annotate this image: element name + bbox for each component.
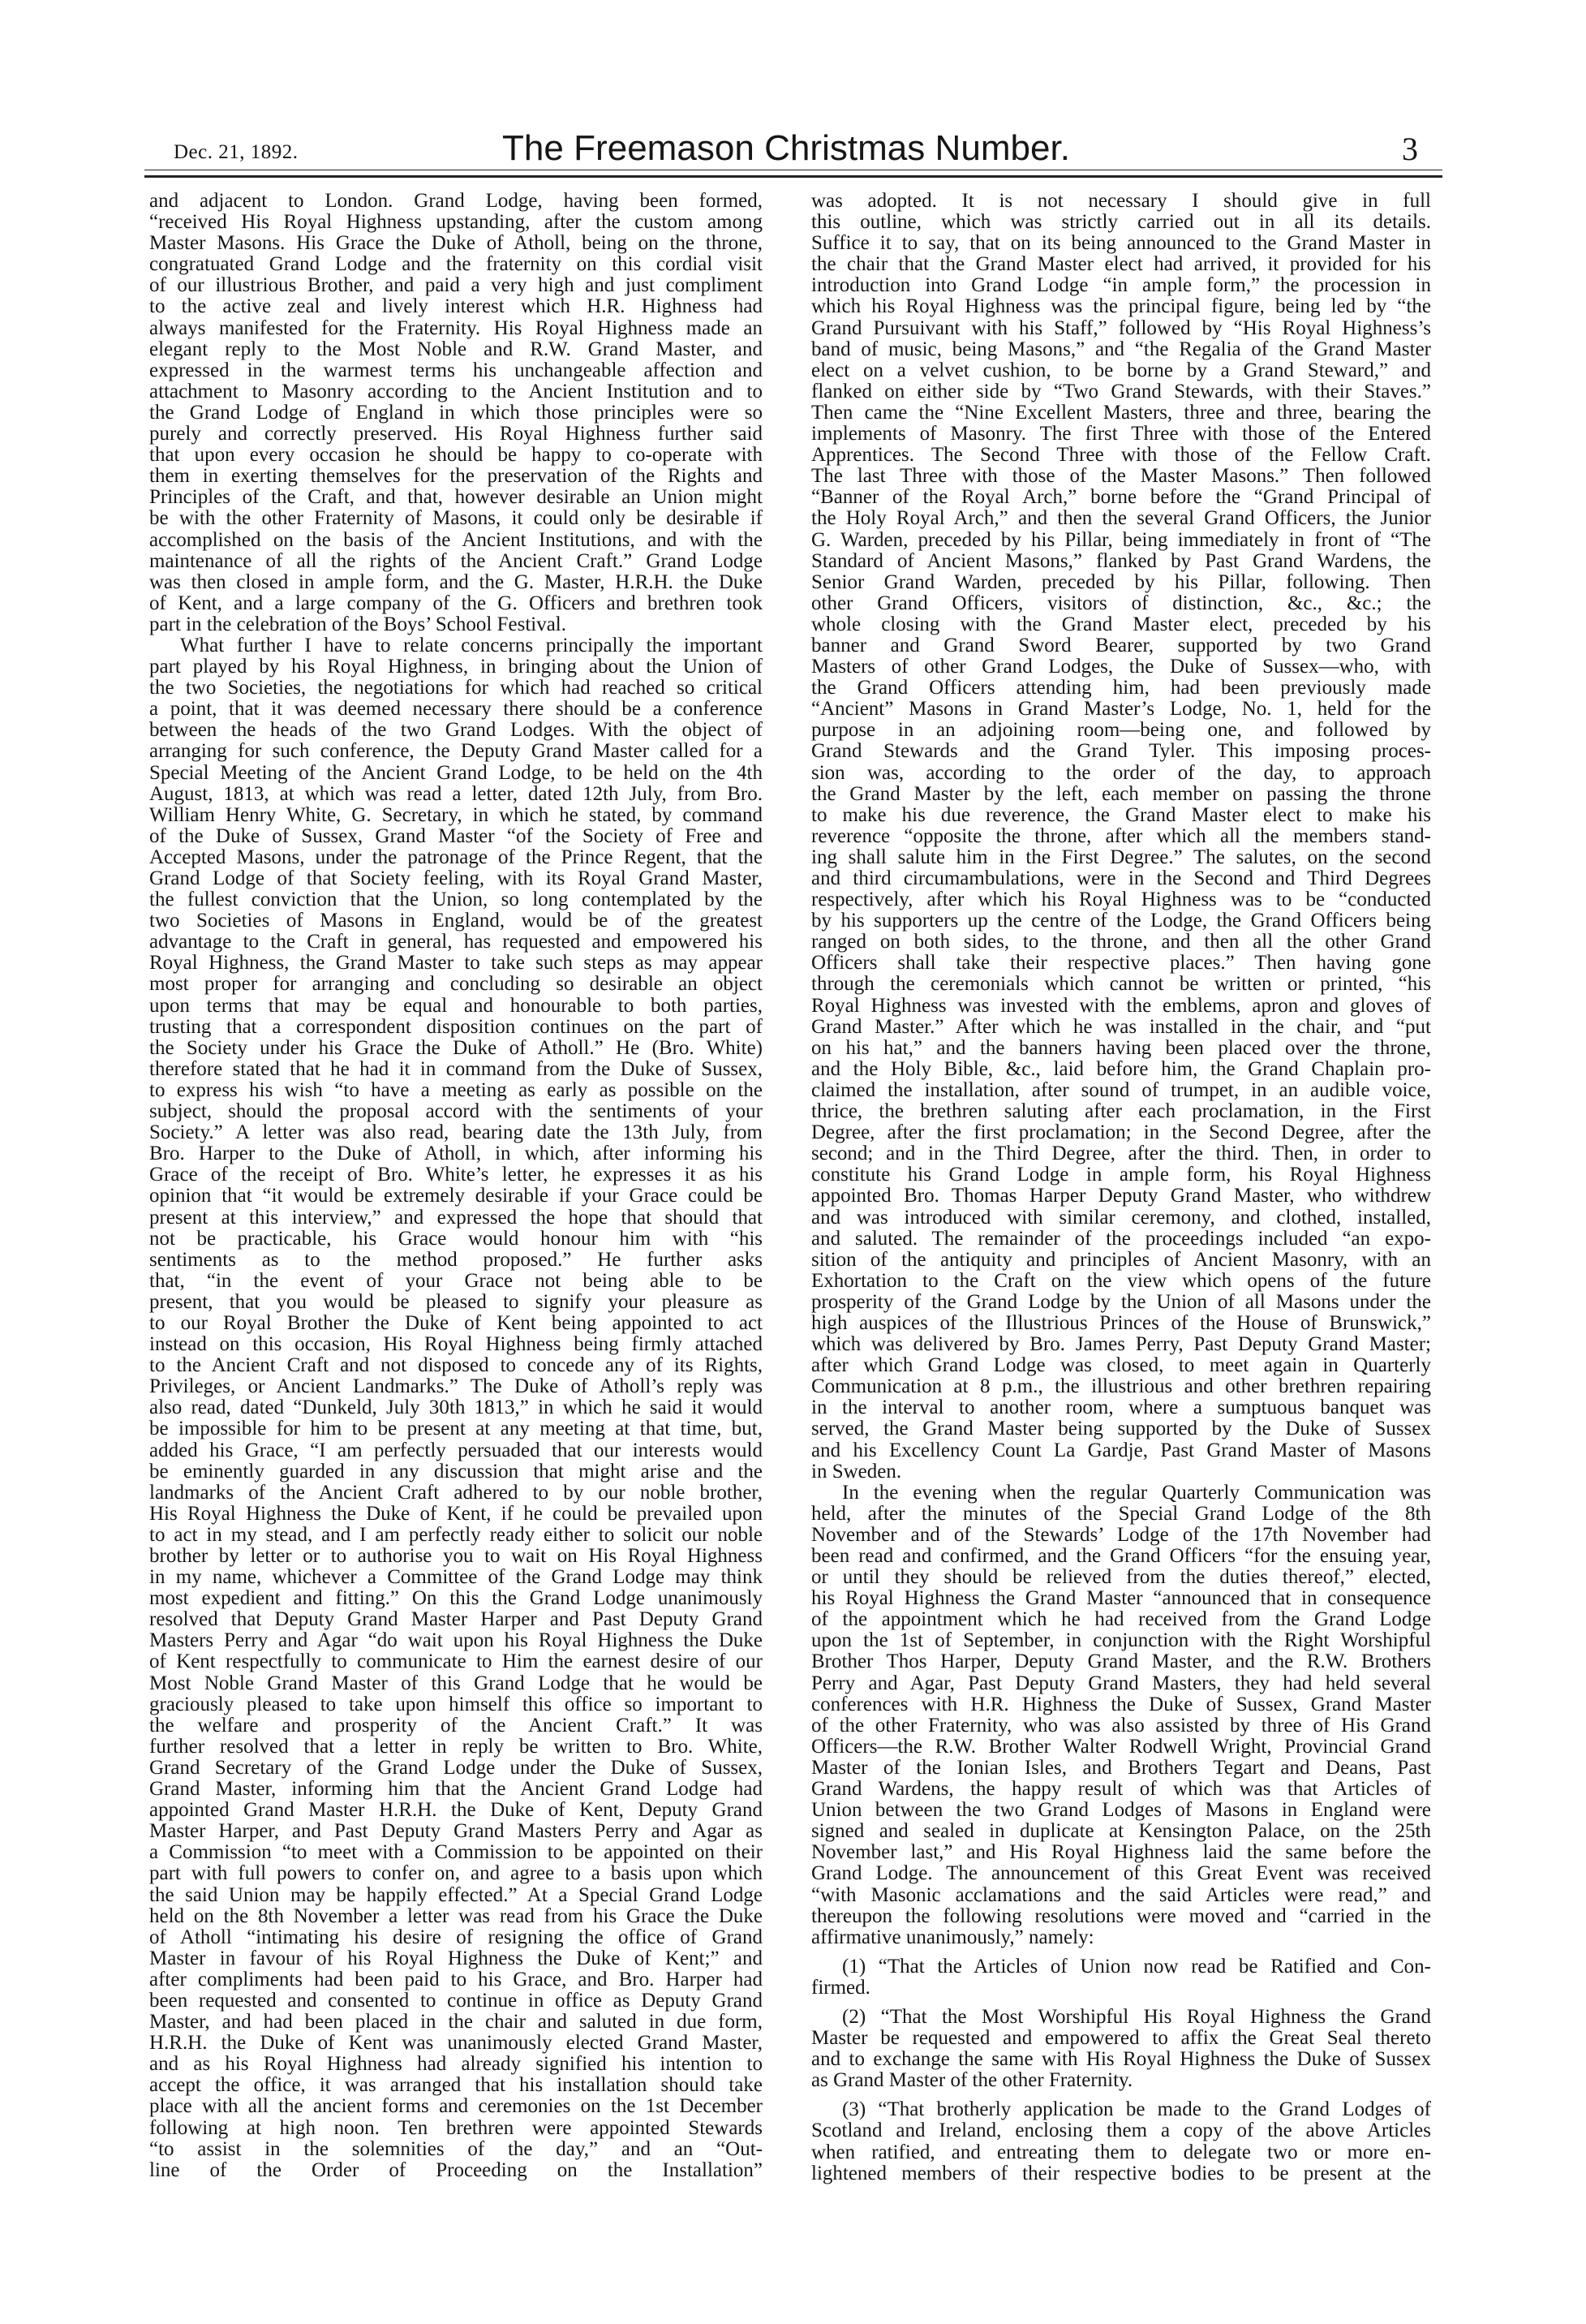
text-line: that, “in the event of your Grace not being able to be — [149, 1269, 763, 1292]
text-line: Grand Lodge. The announcement of this Great Event was received — [811, 1862, 1431, 1885]
text-line: Brother Thos Harper, Deputy Grand Master, and the R.W. Brothers — [811, 1650, 1431, 1673]
text-line: accomplished on the basis of the Ancient Institutions, and with the — [149, 528, 763, 551]
text-line: line of the Order of Proceeding on the Installation” — [149, 2158, 763, 2181]
text-line: that upon every occasion he should be happy to co-operate with — [149, 444, 763, 467]
text-line: (1) “That the Articles of Union now read be Ratified and Con- — [842, 1955, 1431, 1978]
text-line: maintenance of all the rights of the Ancient Craft.” Grand Lodge — [149, 549, 763, 572]
text-line: graciously pleased to take upon himself this office so important to — [149, 1693, 763, 1715]
text-line: was then closed in ample form, and the G. Master, H.R.H. the Duke — [149, 570, 763, 593]
text-line: Royal Highness, the Grand Master to take such steps as may appear — [149, 952, 763, 975]
text-line: appointed Grand Master H.R.H. the Duke of Kent, Deputy Grand — [149, 1799, 763, 1822]
text-line: be with the other Fraternity of Masons, it could only be desirable if — [149, 507, 763, 530]
text-line: elegant reply to the Most Noble and R.W. Grand Master, and — [149, 338, 763, 360]
text-line: Grace of the receipt of Bro. White’s letter, he expresses it as his — [149, 1164, 763, 1186]
text-line: after compliments had been paid to his Grace, and Bro. Harper had — [149, 1968, 763, 1990]
text-line: Most Noble Grand Master of this Grand Lodge that he would be — [149, 1672, 763, 1694]
text-line: affirmative unanimously,” namely: — [811, 1926, 1094, 1948]
text-line: to the Ancient Craft and not disposed to concede any of its Rights, — [149, 1354, 763, 1377]
text-line: thereupon the following resolutions were moved and “carried in the — [811, 1904, 1431, 1927]
text-line: further resolved that a letter in reply be written to Bro. White, — [149, 1735, 763, 1758]
text-line: Master Masons. His Grace the Duke of Atholl, being on the throne, — [149, 232, 763, 255]
text-line: when ratified, and entreating them to delegate two or more en- — [811, 2141, 1431, 2163]
text-line: be impossible for him to be present at any meeting at that time, but, — [149, 1418, 763, 1440]
issue-date: Dec. 21, 1892. — [174, 141, 299, 163]
text-line: implements of Masonry. The first Three with those of the Entered — [811, 423, 1431, 445]
text-line: the Society under his Grace the Duke of Atholl.” He (Bro. White) — [149, 1036, 763, 1059]
text-line: What further I have to relate concerns principally the important — [180, 634, 763, 656]
text-line: H.R.H. the Duke of Kent was unanimously elected Grand Master, — [149, 2032, 763, 2055]
text-line: Senior Grand Warden, preceded by his Pillar, following. Then — [811, 570, 1431, 593]
text-line: Grand Secretary of the Grand Lodge under the Duke of Sussex, — [149, 1756, 763, 1779]
text-line: Degree, after the first proclamation; in the Second Degree, after the — [811, 1121, 1431, 1144]
text-line: Grand Master, informing him that the Ancient Grand Lodge had — [149, 1778, 763, 1801]
text-line: a Commission “to meet with a Commission to be appointed on their — [149, 1841, 763, 1864]
text-line: introduction into Grand Lodge “in ample form,” the procession in — [811, 274, 1431, 297]
text-line: and his Excellency Count La Gardje, Past Grand Master of Masons — [811, 1439, 1431, 1461]
text-line: in my name, whichever a Committee of the Grand Lodge may think — [149, 1566, 763, 1589]
text-line: most expedient and fitting.” On this the Grand Lodge unanimously — [149, 1587, 763, 1610]
article-paragraph — [811, 2099, 1431, 2184]
text-line: Bro. Harper to the Duke of Atholl, in which, after informing his — [149, 1143, 763, 1165]
text-line: Master, and had been placed in the chair and saluted in due form, — [149, 2011, 763, 2034]
text-line: Grand Stewards and the Grand Tyler. This imposing proces- — [811, 740, 1431, 763]
text-line: landmarks of the Ancient Craft adhered to by our noble brother, — [149, 1481, 763, 1504]
text-line: accept the office, it was arranged that his installation should take — [149, 2074, 763, 2097]
text-line: Exhortation to the Craft on the view which opens of the future — [811, 1269, 1431, 1292]
text-line: through the ceremonials which cannot be written or printed, “his — [811, 973, 1431, 996]
text-line: attachment to Masonry according to the Ancient Institution and to — [149, 380, 763, 402]
text-line: Grand Master.” After which he was installed in the chair, and “put — [811, 1015, 1431, 1038]
text-line: Principles of the Craft, and that, however desirable an Union might — [149, 486, 763, 509]
text-line: trusting that a correspondent disposition continues on the part of — [149, 1015, 763, 1038]
text-line: high auspices of the Illustrious Princes of the House of Brunswick,” — [811, 1311, 1431, 1334]
text-line: “with Masonic acclamations and the said Articles were read,” and — [811, 1883, 1431, 1906]
text-line: as Grand Master of the other Fraternity. — [811, 2069, 1133, 2092]
text-line: resolved that Deputy Grand Master Harper and Past Deputy Grand — [149, 1608, 763, 1631]
text-line: conferences with H.R. Highness the Duke of Sussex, Grand Master — [811, 1693, 1431, 1715]
text-line: Officers—the R.W. Brother Walter Rodwell Wright, Provincial Grand — [811, 1735, 1431, 1758]
text-line: Accepted Masons, under the patronage of the Prince Regent, that the — [149, 846, 763, 868]
text-line: claimed the installation, after sound of trumpet, in an audible voice, — [811, 1078, 1431, 1101]
text-line: always manifested for the Fraternity. His Royal Highness made an — [149, 316, 763, 339]
text-line: and saluted. The remainder of the proceedings included “an expo- — [811, 1227, 1431, 1250]
text-line: the Grand Master by the left, each member on passing the throne — [811, 782, 1431, 805]
text-line: congratuated Grand Lodge and the fraternity on this cordial visit — [149, 253, 763, 276]
text-line: Communication at 8 p.m., the illustrious and other brethren repairing — [811, 1375, 1431, 1398]
text-line: arranging for such conference, the Deputy Grand Master called for a — [149, 740, 763, 763]
page-number: 3 — [1402, 131, 1418, 167]
text-line: advantage to the Craft in general, has requested and empowered his — [149, 931, 763, 953]
text-line: two Societies of Masons in England, would be of the greatest — [149, 910, 763, 932]
text-line: held on the 8th November a letter was read from his Grace the Duke — [149, 1904, 763, 1927]
text-line: was adopted. It is not necessary I should give in full — [811, 190, 1431, 212]
text-line: not be practicable, his Grace would honour him with “his — [149, 1227, 763, 1250]
text-line: sition of the antiquity and principles of Ancient Masonry, with an — [811, 1248, 1431, 1271]
text-line: prosperity of the Grand Lodge by the Union of all Masons under the — [811, 1290, 1431, 1313]
text-line: Then came the “Nine Excellent Masters, three and three, bearing the — [811, 401, 1431, 424]
text-line: constitute his Grand Lodge in ample form, his Royal Highness — [811, 1164, 1431, 1186]
text-line: “Ancient” Masons in Grand Master’s Lodge, No. 1, held for the — [811, 698, 1431, 721]
text-line: the fullest conviction that the Union, so long contemplated by the — [149, 889, 763, 911]
text-line: added his Grace, “I am perfectly persuaded that our interests would — [149, 1439, 763, 1461]
text-line: brother by letter or to authorise you to wait on His Royal Highness — [149, 1545, 763, 1567]
article-paragraph — [811, 191, 1431, 1483]
text-line: upon the 1st of September, in conjunction with the Right Worshipful — [811, 1629, 1431, 1652]
article-paragraph — [811, 1956, 1431, 1999]
text-line: and to exchange the same with His Royal Highness the Duke of Sussex — [811, 2048, 1431, 2071]
text-line: In the evening when the regular Quarterly Communication was — [842, 1481, 1431, 1504]
text-line: ing shall salute him in the First Degree.” The salutes, on the second — [811, 846, 1431, 868]
text-line: Apprentices. The Second Three with those of the Fellow Craft. — [811, 444, 1431, 467]
text-line: Suffice it to say, that on its being announced to the Grand Master in — [811, 232, 1431, 255]
text-line: and third circumambulations, were in the Second and Third Degrees — [811, 867, 1431, 889]
text-line: sion was, according to the order of the day, to approach — [811, 761, 1431, 784]
text-line: on his hat,” and the banners having been placed over the throne, — [811, 1036, 1431, 1059]
text-line: of Atholl “intimating his desire of resigning the office of Grand — [149, 1926, 763, 1948]
text-line: Masters of other Grand Lodges, the Duke of Sussex—who, with — [811, 656, 1431, 678]
text-line: instead on this occasion, His Royal Highness being firmly attached — [149, 1333, 763, 1356]
text-line: Master Harper, and Past Deputy Grand Masters Perry and Agar as — [149, 1820, 763, 1843]
text-line: Privileges, or Ancient Landmarks.” The Duke of Atholl’s reply was — [149, 1375, 763, 1398]
text-line: (3) “That brotherly application be made to the Grand Lodges of — [842, 2098, 1431, 2121]
text-line: Perry and Agar, Past Deputy Grand Masters, they had held several — [811, 1672, 1431, 1694]
text-line: and adjacent to London. Grand Lodge, having been formed, — [149, 190, 763, 212]
text-line: sentiments as to the method proposed.” He further asks — [149, 1248, 763, 1271]
article-column-left — [149, 191, 763, 2181]
article-paragraph — [149, 635, 763, 2181]
text-line: between the heads of the two Grand Lodges. With the object of — [149, 719, 763, 742]
text-line: Standard of Ancient Masons,” flanked by Past Grand Wardens, the — [811, 549, 1431, 572]
text-line: to our Royal Brother the Duke of Kent being appointed to act — [149, 1311, 763, 1334]
text-line: most proper for arranging and concluding so desirable an object — [149, 973, 763, 996]
text-line: and the Holy Bible, &c., laid before him, the Grand Chaplain pro- — [811, 1057, 1431, 1080]
article-paragraph — [811, 2007, 1431, 2091]
text-line: of the other Fraternity, who was also assisted by three of His Grand — [811, 1714, 1431, 1737]
text-line: a point, that it was deemed necessary there should be a conference — [149, 698, 763, 721]
text-line: second; and in the Third Degree, after the third. Then, in order to — [811, 1143, 1431, 1165]
text-line: Master be requested and empowered to affix the Great Seal thereto — [811, 2027, 1431, 2050]
text-line: Scotland and Ireland, enclosing them a copy of the above Articles — [811, 2120, 1431, 2142]
text-line: of Kent respectfully to communicate to Him the earnest desire of our — [149, 1650, 763, 1673]
text-line: or until they should be relieved from the duties thereof,” elected, — [811, 1566, 1431, 1589]
text-line: to the active zeal and lively interest which H.R. Highness had — [149, 295, 763, 318]
text-line: the Grand Lodge of England in which those principles were so — [149, 401, 763, 424]
text-line: of Kent, and a large company of the G. Officers and brethren took — [149, 592, 763, 614]
text-line: expressed in the warmest terms his unchangeable affection and — [149, 359, 763, 381]
text-line: band of music, being Masons,” and “the Regalia of the Grand Master — [811, 338, 1431, 360]
text-line: of the Duke of Sussex, Grand Master “of the Society of Free and — [149, 824, 763, 847]
text-line: other Grand Officers, visitors of distinction, &c., &c.; the — [811, 592, 1431, 614]
text-line: ranged on both sides, to the throne, and then all the other Grand — [811, 931, 1431, 953]
text-line: Masters Perry and Agar “do wait upon his Royal Highness the Duke — [149, 1629, 763, 1652]
text-line: the welfare and prosperity of the Ancient Craft.” It was — [149, 1714, 763, 1737]
text-line: Master in favour of his Royal Highness the Duke of Kent;” and — [149, 1947, 763, 1969]
text-line: present, that you would be pleased to signify your pleasure as — [149, 1290, 763, 1313]
text-line: Special Meeting of the Ancient Grand Lodge, to be held on the 4th — [149, 761, 763, 784]
text-line: place with all the ancient forms and ceremonies on the 1st December — [149, 2095, 763, 2118]
text-line: been read and confirmed, and the Grand Officers “for the ensuing year, — [811, 1545, 1431, 1567]
text-line: lightened members of their respective bodies to be present at the — [811, 2162, 1431, 2184]
text-line: The last Three with those of the Master Masons.” Then followed — [811, 465, 1431, 488]
text-line: subject, should the proposal accord with the sentiments of your — [149, 1100, 763, 1123]
text-line: to make his due reverence, the Grand Master elect to make his — [811, 803, 1431, 826]
text-line: the two Societies, the negotiations for which had reached so critical — [149, 677, 763, 699]
text-line: been requested and consented to continue in office as Deputy Grand — [149, 1989, 763, 2012]
text-line: Master of the Ionian Isles, and Brothers Tegart and Deans, Past — [811, 1756, 1431, 1779]
text-line: be eminently guarded in any discussion that might arise and the — [149, 1460, 763, 1483]
text-line: “Banner of the Royal Arch,” borne before the “Grand Principal of — [811, 486, 1431, 509]
text-line: the chair that the Grand Master elect had arrived, it provided for his — [811, 253, 1431, 276]
text-line: part played by his Royal Highness, in bringing about the Union of — [149, 656, 763, 678]
text-line: August, 1813, at which was read a letter, dated 12th July, from Bro. — [149, 782, 763, 805]
text-line: also read, dated “Dunkeld, July 30th 1813,” in which he said it would — [149, 1397, 763, 1419]
text-line: and was introduced with similar ceremony, and clothed, installed, — [811, 1206, 1431, 1229]
text-line: by his supporters up the centre of the Lodge, the Grand Officers being — [811, 910, 1431, 932]
text-line: them in exerting themselves for the preservation of the Rights and — [149, 465, 763, 488]
header-rule-thick — [144, 175, 1442, 178]
text-line: to express his wish “to have a meeting as early as possible on the — [149, 1078, 763, 1101]
text-line: in Sweden. — [811, 1460, 902, 1483]
text-line: Grand Lodge of that Society feeling, with its Royal Grand Master, — [149, 867, 763, 889]
article-column-right — [811, 191, 1431, 2184]
text-line: flanked on either side by “Two Grand Stewards, with their Staves.” — [811, 380, 1431, 402]
article-paragraph — [811, 1483, 1431, 1948]
text-line: this outline, which was strictly carried out in all its details. — [811, 211, 1431, 234]
text-line: His Royal Highness the Duke of Kent, if he could be prevailed upon — [149, 1502, 763, 1525]
text-line: of our illustrious Brother, and paid a very high and just compliment — [149, 274, 763, 297]
text-line: signed and sealed in duplicate at Kensington Palace, on the 25th — [811, 1820, 1431, 1843]
text-line: his Royal Highness the Grand Master “announced that in consequence — [811, 1587, 1431, 1610]
text-line: Grand Pursuivant with his Staff,” followed by “His Royal Highness’s — [811, 316, 1431, 339]
text-line: Officers shall take their respective places.” Then having gone — [811, 952, 1431, 975]
text-line: November last,” and His Royal Highness laid the same before the — [811, 1841, 1431, 1864]
text-line: present at this interview,” and expressed the hope that should that — [149, 1206, 763, 1229]
text-line: held, after the minutes of the Special Grand Lodge of the 8th — [811, 1502, 1431, 1525]
text-line: firmed. — [811, 1976, 870, 1999]
text-line: in the interval to another room, where a sumptuous banquet was — [811, 1397, 1431, 1419]
text-line: Union between the two Grand Lodges of Masons in England were — [811, 1799, 1431, 1822]
text-line: November and of the Stewards’ Lodge of the 17th November had — [811, 1523, 1431, 1546]
text-line: “received His Royal Highness upstanding, after the custom among — [149, 211, 763, 234]
text-line: which his Royal Highness was the principal figure, being led by “the — [811, 295, 1431, 318]
text-line: the said Union may be happily effected.” At a Special Grand Lodge — [149, 1883, 763, 1906]
text-line: William Henry White, G. Secretary, in which he stated, by command — [149, 803, 763, 826]
text-line: G. Warden, preceded by his Pillar, being immediately in front of “The — [811, 528, 1431, 551]
text-line: respectively, after which his Royal Highness was to be “conducted — [811, 889, 1431, 911]
publication-title: The Freemason Christmas Number. — [502, 128, 1070, 168]
text-line: opinion that “it would be extremely desirable if your Grace could be — [149, 1185, 763, 1207]
text-line: elect on a velvet cushion, to be borne by a Grand Steward,” and — [811, 359, 1431, 381]
text-line: following at high noon. Ten brethren were appointed Stewards — [149, 2116, 763, 2139]
text-line: the Holy Royal Arch,” and then the several Grand Officers, the Junior — [811, 507, 1431, 530]
text-line: and as his Royal Highness had already signified his intention to — [149, 2053, 763, 2076]
text-line: part with full powers to confer on, and agree to a basis upon which — [149, 1862, 763, 1885]
text-line: which was delivered by Bro. James Perry, Past Deputy Grand Master; — [811, 1333, 1431, 1356]
text-line: Grand Wardens, the happy result of which was that Articles of — [811, 1778, 1431, 1801]
text-line: of the appointment which he had received from the Grand Lodge — [811, 1608, 1431, 1631]
text-line: served, the Grand Master being supported by the Duke of Sussex — [811, 1418, 1431, 1440]
article-paragraph — [149, 191, 763, 635]
text-line: the Grand Officers attending him, had been previously made — [811, 677, 1431, 699]
text-line: appointed Bro. Thomas Harper Deputy Grand Master, who withdrew — [811, 1185, 1431, 1207]
text-line: part in the celebration of the Boys’ School Festival. — [149, 613, 567, 635]
text-line: purpose in an adjoining room—being one, and followed by — [811, 719, 1431, 742]
text-line: purely and correctly preserved. His Royal Highness further said — [149, 423, 763, 445]
text-line: reverence “opposite the throne, after which all the members stand- — [811, 824, 1431, 847]
text-line: Royal Highness was invested with the emblems, apron and gloves of — [811, 994, 1431, 1017]
text-line: whole closing with the Grand Master elect, preceded by his — [811, 613, 1431, 635]
text-line: Society.” A letter was also read, bearing date the 13th July, from — [149, 1121, 763, 1144]
text-line: therefore stated that he had it in command from the Duke of Sussex, — [149, 1057, 763, 1080]
text-line: upon terms that may be equal and honourable to both parties, — [149, 994, 763, 1017]
text-line: after which Grand Lodge was closed, to meet again in Quarterly — [811, 1354, 1431, 1377]
text-line: “to assist in the solemnities of the day,” and an “Out- — [149, 2137, 763, 2160]
text-line: (2) “That the Most Worshipful His Royal Highness the Grand — [842, 2005, 1431, 2028]
text-line: thrice, the brethren saluting after each proclamation, in the First — [811, 1100, 1431, 1123]
text-line: banner and Grand Sword Bearer, supported by two Grand — [811, 634, 1431, 656]
text-line: to act in my stead, and I am perfectly ready either to solicit our noble — [149, 1523, 763, 1546]
